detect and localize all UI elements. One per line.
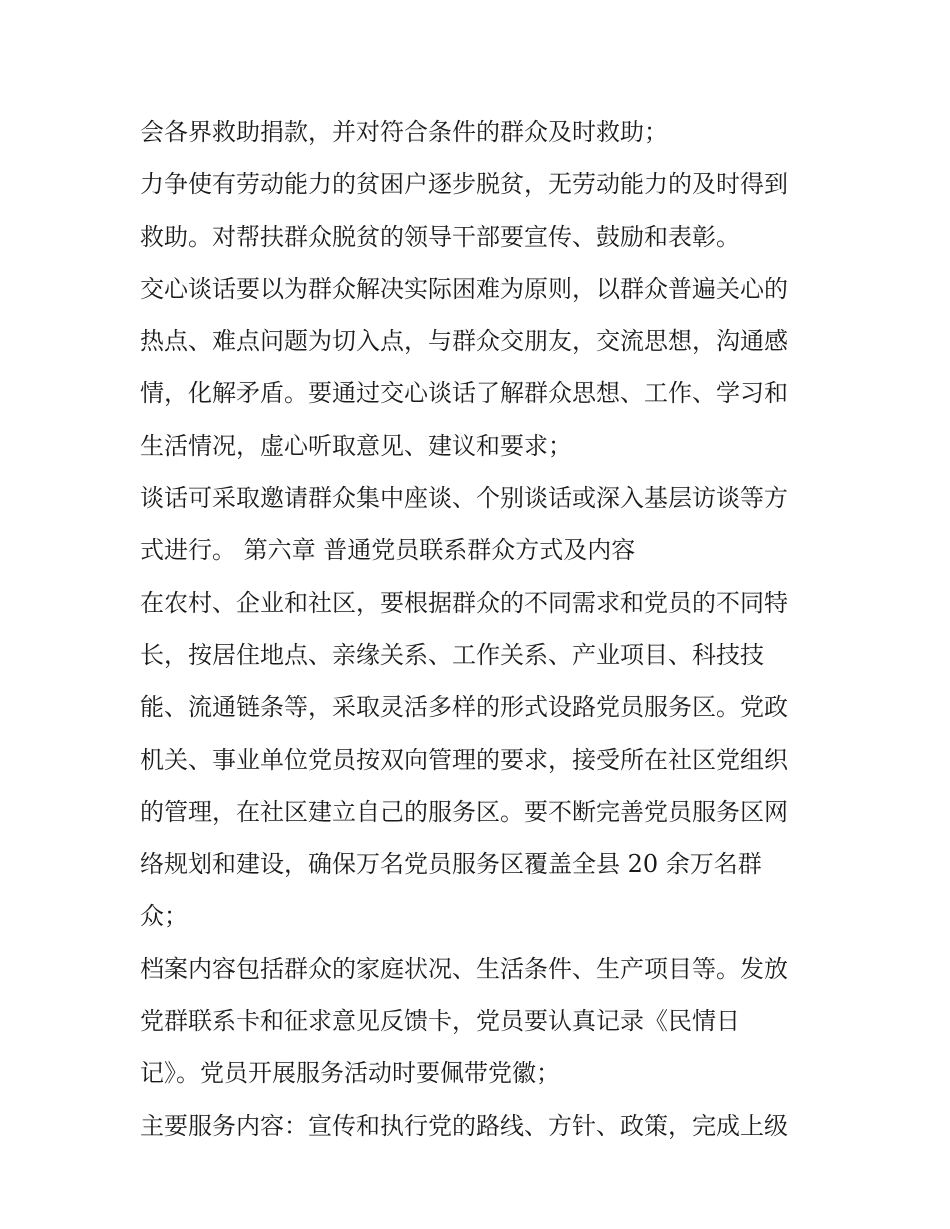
- document-page: [140, 106, 820, 1152]
- text-line: 交心谈话要以为群众解决实际困难为原则，以群众普遍关心的: [140, 274, 788, 303]
- text-line: 谈话可采取邀请群众集中座谈、个别谈话或深入基层访谈等方: [140, 484, 788, 513]
- text-line: 主要服务内容：宣传和执行党的路线、方针、政策，完成上级: [140, 1111, 788, 1140]
- text-line: 情，化解矛盾。要通过交心谈话了解群众思想、工作、学习和: [140, 379, 788, 408]
- text-line: 救助。对帮扶群众脱贫的领导干部要宣传、鼓励和表彰。: [140, 222, 740, 251]
- text-line: 络规划和建设，确保万名党员服务区覆盖全县 20 余万名群: [140, 850, 762, 879]
- text-line: 众；: [140, 902, 188, 931]
- text-line: 会各界救助捐款，并对符合条件的群众及时救助；: [140, 118, 668, 146]
- text-line: 记》。党员开展服务活动时要佩带党徽；: [140, 1059, 560, 1088]
- text-line: 党群联系卡和征求意见反馈卡，党员要认真记录《民情日: [140, 1007, 740, 1036]
- text-line: 能、流通链条等，采取灵活多样的形式设路党员服务区。党政: [140, 693, 788, 722]
- text-line: 档案内容包括群众的家庭状况、生活条件、生产项目等。发放: [140, 954, 788, 983]
- text-line: 力争使有劳动能力的贫困户逐步脱贫，无劳动能力的及时得到: [140, 170, 788, 199]
- text-line: 机关、事业单位党员按双向管理的要求，接受所在社区党组织: [140, 745, 788, 774]
- text-line: 的管理，在社区建立自己的服务区。要不断完善党员服务区网: [140, 797, 788, 826]
- text-line: 热点、难点问题为切入点，与群众交朋友，交流思想，沟通感: [140, 327, 788, 356]
- text-line: 长，按居住地点、亲缘关系、工作关系、产业项目、科技技: [140, 640, 764, 669]
- text-line: 生活情况，虚心听取意见、建议和要求；: [140, 431, 572, 460]
- chapter-heading-line: 式进行。 第六章 普通党员联系群众方式及内容: [140, 536, 636, 565]
- text-line: 在农村、企业和社区，要根据群众的不同需求和党员的不同特: [140, 588, 788, 617]
